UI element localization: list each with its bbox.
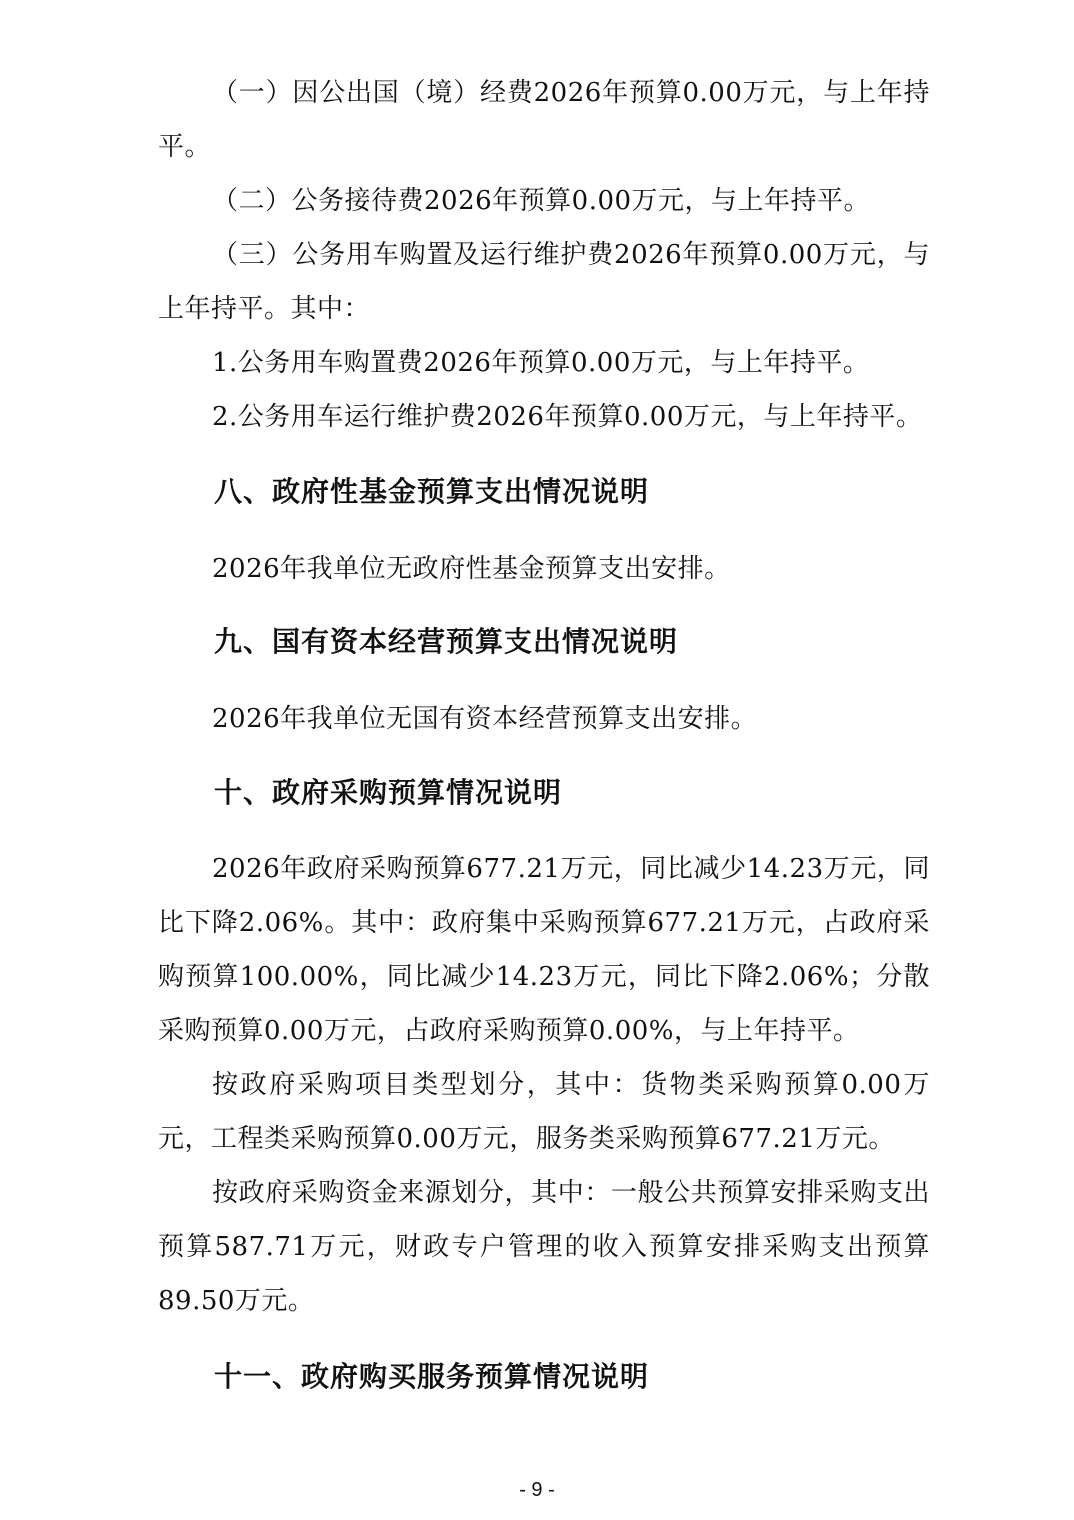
paragraph-reception-expenses: （二）公务接待费2026年预算0.00万元，与上年持平。: [212, 186, 871, 216]
page-number: - 9 -: [519, 1479, 555, 1501]
heading-state-capital: 九、国有资本经营预算支出情况说明: [214, 625, 679, 658]
paragraph-procurement-summary: 2026年政府采购预算677.21万元，同比减少14.23万元，同比下降2.06%。其中：政府集中采购预算677.21万元，占政府采购预算100.00%，同比减少14.23万元，同比下降2.06%；分散采购预算0.00万元，占政府采购预算0.00%，与上年持平。: [158, 854, 930, 1046]
heading-purchased-services: 十一、政府购买服务预算情况说明: [214, 1360, 650, 1393]
paragraph-overseas-expenses: （一）因公出国（境）经费2026年预算0.00万元，与上年持平。: [158, 78, 930, 162]
paragraph-government-fund: 2026年我单位无政府性基金预算支出安排。: [212, 554, 731, 584]
paragraph-vehicle-purchase: 1.公务用车购置费2026年预算0.00万元，与上年持平。: [212, 348, 870, 378]
paragraph-vehicle-maintenance: 2.公务用车运行维护费2026年预算0.00万元，与上年持平。: [212, 402, 923, 432]
paragraph-procurement-by-type: 按政府采购项目类型划分，其中：货物类采购预算0.00万元，工程类采购预算0.00万元，服务类采购预算677.21万元。: [158, 1070, 930, 1154]
heading-procurement: 十、政府采购预算情况说明: [214, 776, 563, 809]
paragraph-state-capital: 2026年我单位无国有资本经营预算支出安排。: [212, 704, 758, 734]
paragraph-procurement-by-source: 按政府采购资金来源划分，其中：一般公共预算安排采购支出预算587.71万元，财政专户管理的收入预算安排采购支出预算89.50万元。: [158, 1178, 930, 1316]
heading-government-fund: 八、政府性基金预算支出情况说明: [214, 475, 650, 508]
paragraph-vehicle-expenses: （三）公务用车购置及运行维护费2026年预算0.00万元，与上年持平。其中：: [158, 240, 930, 324]
